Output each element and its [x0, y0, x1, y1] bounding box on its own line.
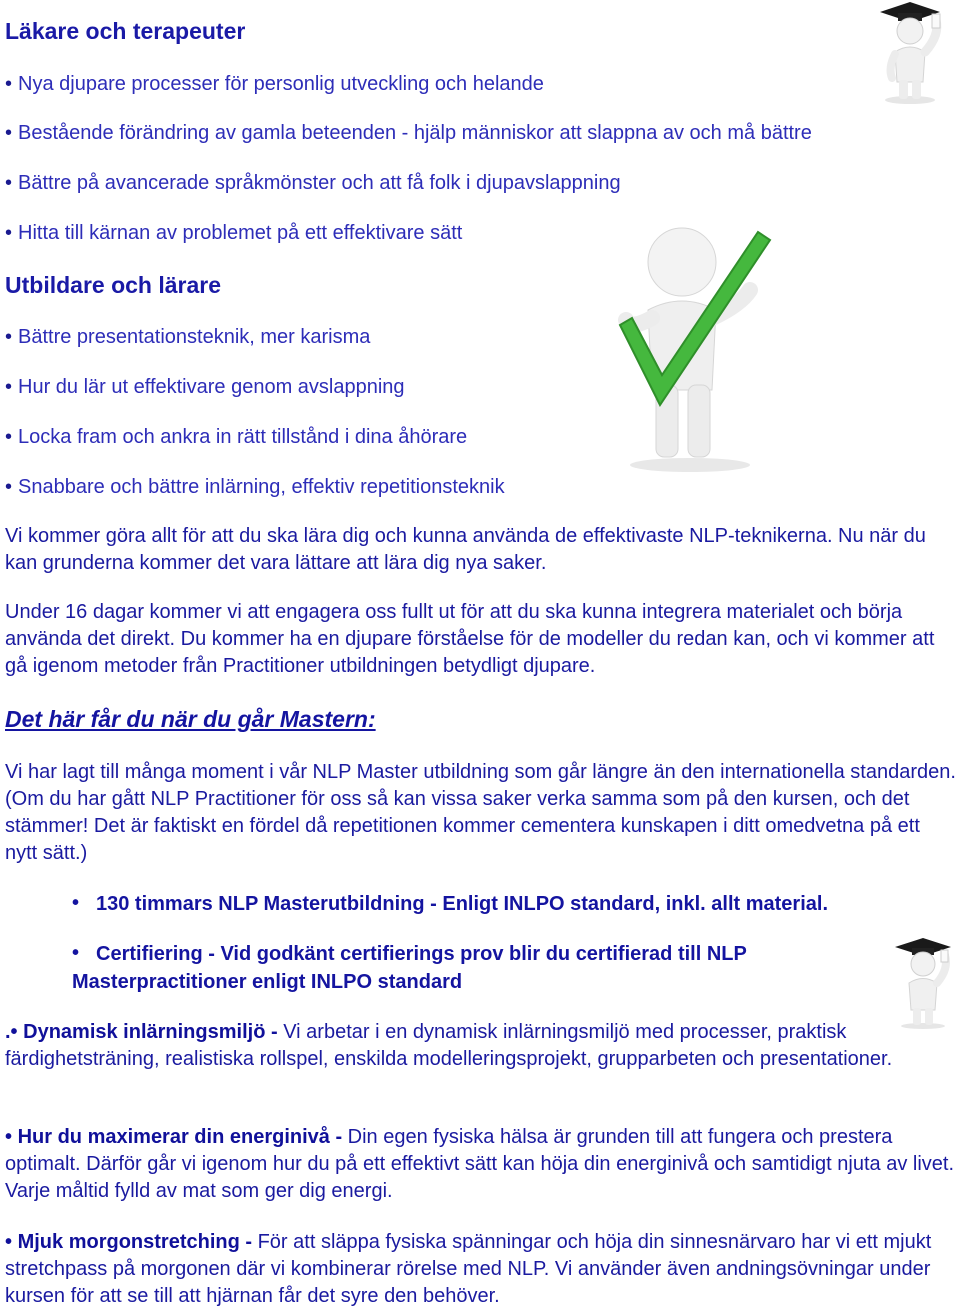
section-heading-teachers: Utbildare och lärare — [5, 272, 222, 298]
list-item: • Hitta till kärnan av problemet på ett effektivare sätt — [5, 222, 463, 244]
paragraph-duration: Under 16 dagar kommer vi att engagera oss fullt ut för att du ska kunna integrera materialet och börja använda det direkt. Du kommer ha en djupare förståelse för de modeller du redan kan, och vi kommer att gå igenom metoder från Practitioner utbildningen betydligt djupare. — [5, 601, 935, 677]
master-feature-hours: 130 timmars NLP Masterutbildning - Enligt INLPO standard, inkl. allt material. — [96, 893, 829, 915]
checkmark-figure-icon — [600, 210, 785, 475]
list-item: • Hur du lär ut effektivare genom avslappning — [5, 376, 405, 398]
list-item: • Bättre presentationsteknik, mer karisma — [5, 326, 371, 348]
master-heading: Det här får du när du går Mastern: — [5, 706, 376, 732]
item-morning-stretching: • Mjuk morgonstretching - För att släppa fysiska spänningar och höja din sinnesnärvaro har vi ett mjukt stretchpass på morgonen där vi kombinerar rörelse med NLP. Vi använder även andningsövningar under kursen för att se till att hjärnan får det syre den behöver. — [5, 1231, 932, 1307]
list-item: • Locka fram och ankra in rätt tillstånd i dina åhörare — [5, 426, 468, 448]
bullet-dot: • — [72, 942, 80, 964]
list-item: • Snabbare och bättre inlärning, effektiv repetitionsteknik — [5, 476, 505, 498]
graduate-figure-icon — [885, 935, 960, 1030]
list-item: • Nya djupare processer för personlig utveckling och helande — [5, 73, 544, 95]
master-intro: Vi har lagt till många moment i vår NLP Master utbildning som går längre än den internationella standarden. (Om du har gått NLP Practitioner för oss så kan vissa saker verka samma som på den kursen, och det stämmer! Det är faktiskt en fördel då repetitionen kommer cementera kunskapen i ditt omedvetna på ett nytt sätt.) — [5, 761, 956, 864]
master-feature-certification: Certifiering - Vid godkänt certifierings prov blir du certifierad till NLP — [96, 943, 747, 965]
list-item: • Bestående förändring av gamla beteenden - hjälp människor att slappna av och må bättre — [5, 122, 812, 144]
item-energy-level: • Hur du maximerar din energinivå - Din egen fysiska hälsa är grunden till att fungera och prestera optimalt. Därför går vi igenom hur du på ett effektivt sätt kan höja din energinivå och samtidigt njuta av livet. Varje måltid fylld av mat som ger dig energi. — [5, 1126, 955, 1202]
graduate-figure-icon — [870, 0, 950, 105]
master-feature-certification-cont: Masterpractitioner enligt INLPO standard — [72, 971, 463, 993]
section-heading-doctors: Läkare och terapeuter — [5, 18, 246, 44]
paragraph-intro: Vi kommer göra allt för att du ska lära dig och kunna använda de effektivaste NLP-teknikerna. Nu när du kan grunderna kommer det vara lättare att lära dig nya saker. — [5, 525, 926, 574]
list-item: • Bättre på avancerade språkmönster och att få folk i djupavslappning — [5, 172, 621, 194]
item-dynamic-learning: .• Dynamisk inlärningsmiljö - Vi arbetar i en dynamisk inlärningsmiljö med processer, praktisk färdighetsträning, realistiska rollspel, enskilda modelleringsprojekt, grupparbeten och presentationer. — [5, 1021, 893, 1070]
bullet-dot: • — [72, 892, 80, 914]
